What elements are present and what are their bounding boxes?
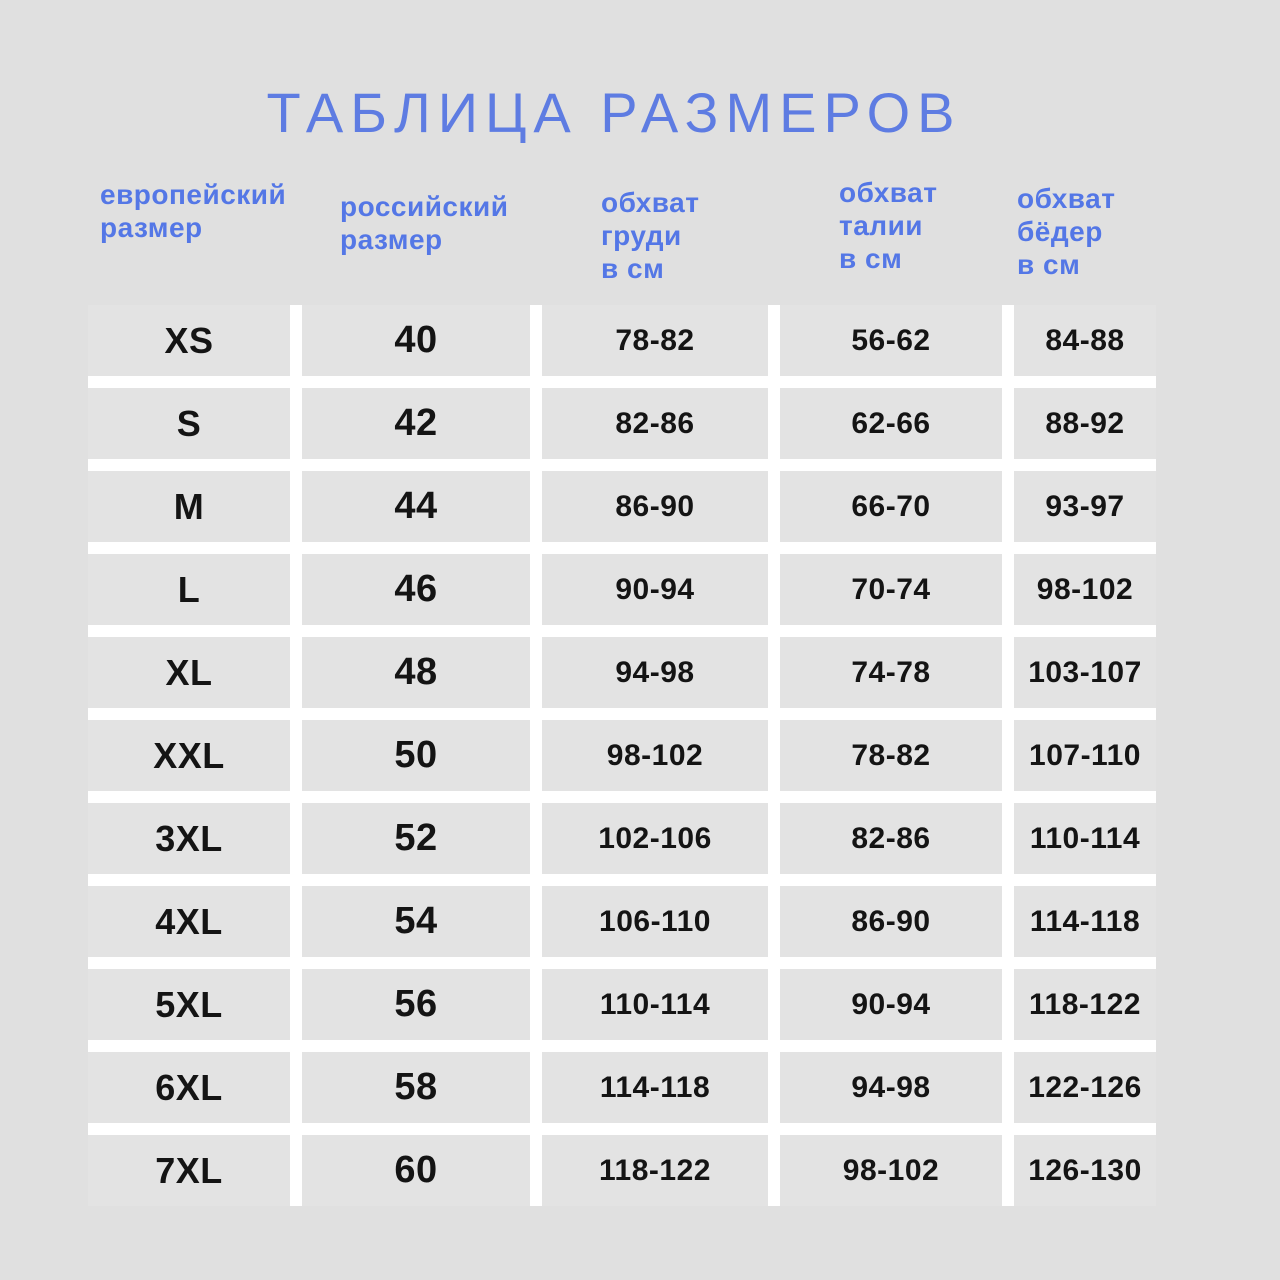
table-cell: 107-110 xyxy=(1014,720,1156,791)
table-cell: 98-102 xyxy=(780,1135,1002,1206)
table-cell: 52 xyxy=(302,803,530,874)
table-cell: 102-106 xyxy=(542,803,768,874)
column-header-european-size xyxy=(100,178,286,244)
table-cell: 86-90 xyxy=(542,471,768,542)
table-cell: 126-130 xyxy=(1014,1135,1156,1206)
table-cell: 98-102 xyxy=(542,720,768,791)
table-cell: 103-107 xyxy=(1014,637,1156,708)
table-cell: L xyxy=(88,554,290,625)
table-cell: 44 xyxy=(302,471,530,542)
table-cell: 86-90 xyxy=(780,886,1002,957)
table-cell: 98-102 xyxy=(1014,554,1156,625)
header-line: размер xyxy=(340,224,443,255)
column-header-waist-cm xyxy=(839,176,937,275)
table-cell: 118-122 xyxy=(542,1135,768,1206)
column-header-hips-cm xyxy=(1017,182,1115,281)
table-cell: 114-118 xyxy=(1014,886,1156,957)
table-cell: 56-62 xyxy=(780,305,1002,376)
header-line: бёдер xyxy=(1017,216,1103,247)
table-cell: 70-74 xyxy=(780,554,1002,625)
table-cell: 82-86 xyxy=(780,803,1002,874)
header-line: в см xyxy=(839,243,903,274)
table-cell: XL xyxy=(88,637,290,708)
table-cell: 60 xyxy=(302,1135,530,1206)
table-cell: 88-92 xyxy=(1014,388,1156,459)
table-cell: 90-94 xyxy=(780,969,1002,1040)
table-cell: XXL xyxy=(88,720,290,791)
table-cell: 4XL xyxy=(88,886,290,957)
table-cell: 84-88 xyxy=(1014,305,1156,376)
table-cell: 58 xyxy=(302,1052,530,1123)
table-cell: 94-98 xyxy=(780,1052,1002,1123)
table-cell: 48 xyxy=(302,637,530,708)
header-line: европейский xyxy=(100,179,287,210)
table-cell: 3XL xyxy=(88,803,290,874)
table-cell: 106-110 xyxy=(542,886,768,957)
header-line: обхват xyxy=(1017,183,1116,214)
table-cell: 50 xyxy=(302,720,530,791)
header-line: груди xyxy=(601,220,682,251)
table-cell: 82-86 xyxy=(542,388,768,459)
table-cell: 40 xyxy=(302,305,530,376)
table-cell: 54 xyxy=(302,886,530,957)
table-cell: 118-122 xyxy=(1014,969,1156,1040)
table-cell: 66-70 xyxy=(780,471,1002,542)
table-cell: 90-94 xyxy=(542,554,768,625)
table-cell: 110-114 xyxy=(1014,803,1156,874)
table-cell: M xyxy=(88,471,290,542)
table-cell: 110-114 xyxy=(542,969,768,1040)
size-table xyxy=(88,305,1156,1206)
table-cell: 114-118 xyxy=(542,1052,768,1123)
table-cell: 94-98 xyxy=(542,637,768,708)
header-line: размер xyxy=(100,212,203,243)
table-cell: 78-82 xyxy=(542,305,768,376)
table-cell: 5XL xyxy=(88,969,290,1040)
table-cell: XS xyxy=(88,305,290,376)
table-cell: 6XL xyxy=(88,1052,290,1123)
table-cell: 93-97 xyxy=(1014,471,1156,542)
header-line: в см xyxy=(601,253,665,284)
table-cell: 78-82 xyxy=(780,720,1002,791)
header-line: обхват xyxy=(839,177,938,208)
table-cell: 56 xyxy=(302,969,530,1040)
header-line: в см xyxy=(1017,249,1081,280)
header-line: талии xyxy=(839,210,923,241)
header-line: обхват xyxy=(601,187,700,218)
column-header-chest-cm xyxy=(601,186,699,285)
table-cell: S xyxy=(88,388,290,459)
table-cell: 7XL xyxy=(88,1135,290,1206)
table-cell: 42 xyxy=(302,388,530,459)
table-cell: 74-78 xyxy=(780,637,1002,708)
table-cell: 122-126 xyxy=(1014,1052,1156,1123)
page-title: ТАБЛИЦА РАЗМЕРОВ xyxy=(266,81,962,144)
column-header-russian-size xyxy=(340,190,508,256)
header-line: российский xyxy=(340,191,509,222)
table-cell: 62-66 xyxy=(780,388,1002,459)
table-cell: 46 xyxy=(302,554,530,625)
